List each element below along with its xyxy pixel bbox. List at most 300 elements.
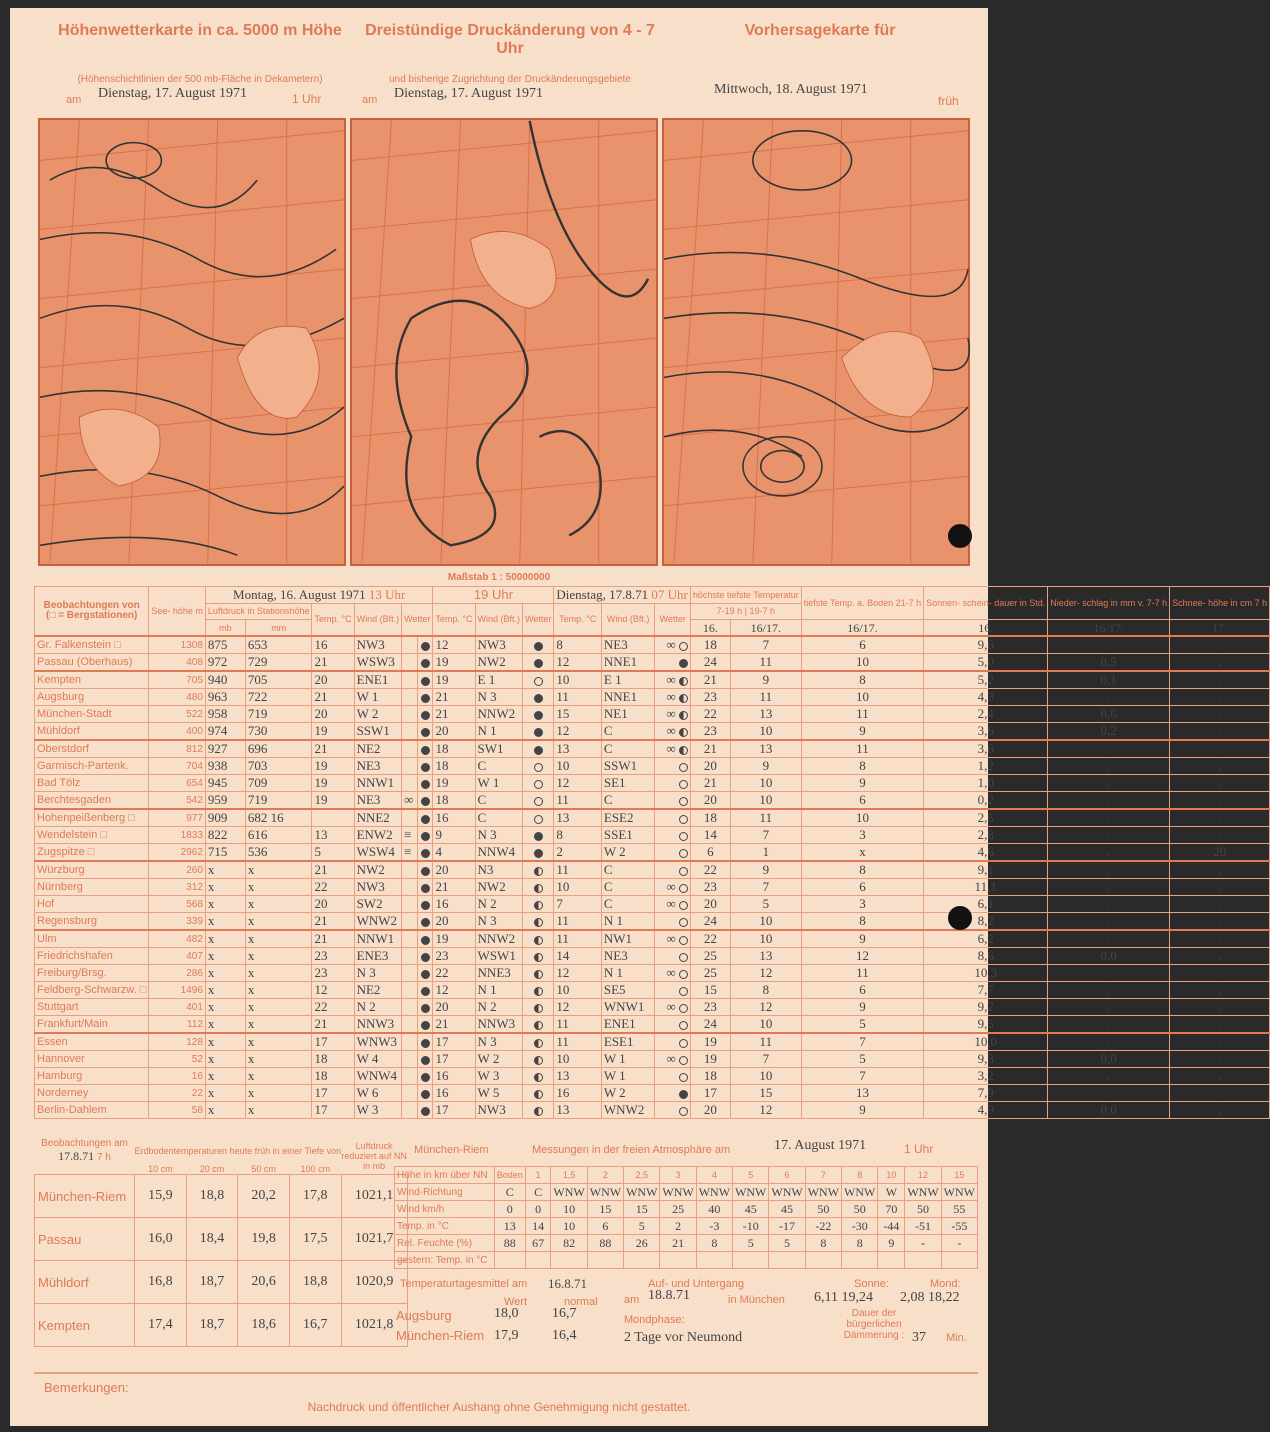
moonphase-label: Mondphase: <box>624 1314 685 1326</box>
aero-value: 40 <box>696 1201 732 1218</box>
cell-wx2 <box>523 1102 554 1119</box>
aero-value: WNW <box>696 1184 732 1201</box>
cell-w2: N 3 <box>475 913 523 931</box>
cell-w1: NNW1 <box>354 775 402 792</box>
cell-ni: 0,6 <box>1048 706 1170 723</box>
table-row <box>35 792 1270 810</box>
weather-symbol-icon <box>534 918 543 927</box>
station-height: 400 <box>149 723 206 741</box>
soil-value: 16,0 <box>135 1218 187 1261</box>
aero-value: -55 <box>941 1218 977 1235</box>
observation-table <box>34 586 1270 1119</box>
cell-w1: NW3 <box>354 636 402 654</box>
cell-wx2 <box>523 999 554 1016</box>
cell-t2: 21 <box>433 1016 475 1034</box>
cell-w2: E 1 <box>475 671 523 689</box>
mriem-normal: 16,4 <box>552 1328 577 1343</box>
depth-10: 10 cm <box>148 1164 173 1174</box>
cell-x1 <box>402 982 418 999</box>
cell-hi: 23 <box>690 723 730 741</box>
weather-symbol-icon <box>679 1107 688 1116</box>
aero-value: 8 <box>842 1235 878 1252</box>
cell-wx3 <box>655 1051 690 1068</box>
cell-wx2 <box>523 792 554 810</box>
cell-w3: C <box>601 723 655 741</box>
cell-hi: 21 <box>690 671 730 689</box>
cell-ni: . <box>1048 861 1170 879</box>
cell-mm: x <box>245 1102 312 1119</box>
cell-t1: 23 <box>312 965 354 982</box>
cell-ni: 0,0 <box>1048 1102 1170 1119</box>
weather-symbol-icon <box>421 1039 430 1048</box>
table-row <box>35 809 1270 827</box>
cell-w1: SW2 <box>354 896 402 913</box>
cell-w1: N 3 <box>354 965 402 982</box>
cell-w1: ENE1 <box>354 671 402 689</box>
cell-x3: ∞ <box>666 723 676 739</box>
sun-label: Sonne: <box>854 1278 889 1290</box>
cell-wx3 <box>655 689 690 706</box>
cell-mb: 972 <box>205 654 245 672</box>
aero-value: 0 <box>494 1201 525 1218</box>
cell-w1: NE3 <box>354 792 402 810</box>
cell-w1: NW3 <box>354 879 402 896</box>
table-row <box>35 671 1270 689</box>
table-row <box>35 740 1270 758</box>
cell-wx1 <box>417 1033 433 1051</box>
cell-mm: x <box>245 999 312 1016</box>
cell-x1 <box>402 1033 418 1051</box>
normal-label: normal <box>564 1296 598 1308</box>
cell-mb: 959 <box>205 792 245 810</box>
cell-ni: . <box>1048 792 1170 810</box>
cell-w2: NNW2 <box>475 930 523 948</box>
soil-value: 20,6 <box>238 1261 290 1304</box>
pressure-header: Luftdruck in Stationshöhe <box>205 603 312 620</box>
cell-t2: 19 <box>433 930 475 948</box>
aero-value: WNW <box>660 1184 696 1201</box>
cell-t3: 10 <box>554 982 601 999</box>
cell-w2: W 5 <box>475 1085 523 1102</box>
cell-w3: SE5 <box>601 982 655 999</box>
wind2-header: Wind (Bft.) <box>475 603 523 636</box>
map-scale: Maßstab 1 : 50000000 <box>447 572 551 583</box>
tagesmittel-label: Temperaturtagesmittel am <box>400 1278 528 1290</box>
soil-value: 17,8 <box>289 1175 341 1218</box>
table-row <box>35 706 1270 723</box>
cell-wx2 <box>523 1068 554 1085</box>
cell-wx2 <box>523 844 554 862</box>
weather-symbol-icon <box>421 1004 430 1013</box>
cell-t1: 19 <box>312 792 354 810</box>
cell-t1: 22 <box>312 999 354 1016</box>
weather-sheet <box>10 8 1268 1426</box>
cell-t2: 20 <box>433 861 475 879</box>
table-row <box>35 1304 408 1347</box>
cell-mm: 536 <box>245 844 312 862</box>
cell-wx2 <box>523 948 554 965</box>
aero-value: 13 <box>494 1218 525 1235</box>
cell-t3: 12 <box>554 775 601 792</box>
cell-wx1 <box>417 775 433 792</box>
cell-hi: 23 <box>690 999 730 1016</box>
cell-wx2 <box>523 1085 554 1102</box>
map1-time: 1 Uhr <box>292 92 322 106</box>
cell-w3: SSW1 <box>601 758 655 775</box>
table-row <box>35 1068 1270 1085</box>
cell-t2: 18 <box>433 792 475 810</box>
aero-height-header: Höhe in km über NN <box>395 1167 495 1184</box>
cell-sc: . <box>1170 930 1270 948</box>
cell-t3: 11 <box>554 930 601 948</box>
weather-symbol-icon <box>421 1090 430 1099</box>
cell-mb: x <box>205 1016 245 1034</box>
cell-w3: WNW1 <box>601 999 655 1016</box>
weather-symbol-icon <box>534 987 543 996</box>
weather-symbol-icon <box>534 884 543 893</box>
station-name: Zugspitze □ <box>35 844 149 862</box>
station-height: 654 <box>149 775 206 792</box>
pressure-change-map <box>350 118 658 566</box>
soil-value: 18,4 <box>186 1218 238 1261</box>
cell-bo: 6 <box>801 982 923 999</box>
cell-so: 2,8 <box>924 827 1048 844</box>
cell-so: 8,6 <box>924 948 1048 965</box>
cell-wx3 <box>655 896 690 913</box>
cell-sc: . <box>1170 861 1270 879</box>
soil-value: 1021,8 <box>341 1304 407 1347</box>
weather-symbol-icon <box>534 694 543 703</box>
cell-ni: 0,1 <box>1048 671 1170 689</box>
cell-t2: 19 <box>433 671 475 689</box>
cell-t2: 21 <box>433 879 475 896</box>
cell-t2: 19 <box>433 775 475 792</box>
cell-hi: 25 <box>690 948 730 965</box>
cell-mm: 703 <box>245 758 312 775</box>
soil-value: 16,8 <box>135 1261 187 1304</box>
day1-header: Montag, 16. August 1971 13 Uhr <box>205 587 433 604</box>
aero-value: 10 <box>551 1218 587 1235</box>
weather-symbol-icon <box>421 1073 430 1082</box>
weather-symbol-icon <box>534 728 543 737</box>
table-row <box>35 758 1270 775</box>
precip-header: Nieder- schlag in mm v. 7-7 h <box>1048 587 1170 620</box>
station-name: Hof <box>35 896 149 913</box>
weather-symbol-icon <box>679 867 688 876</box>
cell-sc: . <box>1170 758 1270 775</box>
table-row <box>35 896 1270 913</box>
day2-header: Dienstag, 17.8.71 07 Uhr <box>554 587 690 604</box>
wx3-header: Wetter <box>655 603 690 636</box>
cell-wx3 <box>655 1016 690 1034</box>
mb-header: mb <box>205 620 245 637</box>
aero-date: 17. August 1971 <box>774 1138 867 1153</box>
soil-value: 18,7 <box>186 1304 238 1347</box>
weather-symbol-icon <box>534 849 543 858</box>
aero-value: -10 <box>733 1218 769 1235</box>
weather-symbol-icon <box>679 936 688 945</box>
cell-wx3 <box>655 982 690 999</box>
cell-t3: 13 <box>554 740 601 758</box>
station-name: Augsburg <box>35 689 149 706</box>
wert-label: Wert <box>504 1296 528 1308</box>
weather-symbol-icon <box>679 659 688 668</box>
weather-symbol-icon <box>421 815 430 824</box>
cell-t2: 16 <box>433 1068 475 1085</box>
station-height: 286 <box>149 965 206 982</box>
cell-lo: 7 <box>730 1051 801 1068</box>
weather-symbol-icon <box>679 797 688 806</box>
cell-mm: 719 <box>245 792 312 810</box>
cell-t1: 16 <box>312 636 354 654</box>
cell-hi: 20 <box>690 758 730 775</box>
map3-date: Mittwoch, 18. August 1971 <box>714 82 868 97</box>
station-name: Feldberg-Schwarzw. □ <box>35 982 149 999</box>
cell-t3: 12 <box>554 965 601 982</box>
cell-lo: 11 <box>730 809 801 827</box>
cell-wx1 <box>417 930 433 948</box>
obs-header: Beobachtungen von (□ = Bergstationen) <box>35 587 149 637</box>
aero-row-label: Wind-Richtung <box>395 1184 495 1201</box>
cell-mb: x <box>205 999 245 1016</box>
cell-bo: 8 <box>801 861 923 879</box>
cell-ni: . <box>1048 896 1170 913</box>
cell-x1: ≡ <box>402 827 418 844</box>
footer-note: Nachdruck und öffentlicher Aushang ohne Genehmigung nicht gestattet. <box>307 1400 691 1414</box>
cell-so: 10,0 <box>924 1033 1048 1051</box>
cell-t3: 10 <box>554 1051 601 1068</box>
cell-w3: NNE1 <box>601 689 655 706</box>
weather-symbol-icon <box>421 832 430 841</box>
dusk-value: 37 <box>912 1330 926 1345</box>
aero-value: 50 <box>842 1201 878 1218</box>
station-height: 977 <box>149 809 206 827</box>
cell-so: 3,6 <box>924 723 1048 741</box>
wind1-header: Wind (Bft.) <box>354 603 402 636</box>
weather-symbol-icon <box>421 728 430 737</box>
weather-symbol-icon <box>534 867 543 876</box>
cell-lo: 10 <box>730 792 801 810</box>
cell-w3: W 1 <box>601 1068 655 1085</box>
cell-w2: NW3 <box>475 636 523 654</box>
cell-t1: 17 <box>312 1085 354 1102</box>
cell-wx1 <box>417 827 433 844</box>
height-level: 6 <box>769 1167 805 1184</box>
cell-wx2 <box>523 982 554 999</box>
punch-hole-bottom <box>948 906 972 930</box>
cell-bo: 3 <box>801 896 923 913</box>
station-name: München-Stadt <box>35 706 149 723</box>
cell-lo: 7 <box>730 636 801 654</box>
cell-hi: 22 <box>690 930 730 948</box>
cell-w1: NNW3 <box>354 1016 402 1034</box>
cell-w2: C <box>475 758 523 775</box>
cell-w2: N 1 <box>475 982 523 999</box>
cell-t1: 21 <box>312 861 354 879</box>
cell-wx2 <box>523 723 554 741</box>
cell-w3: SE1 <box>601 775 655 792</box>
cell-x3: ∞ <box>666 999 676 1015</box>
cell-x3: ∞ <box>666 879 676 895</box>
weather-symbol-icon <box>421 867 430 876</box>
map2-subtitle: und bisherige Zugrichtung der Druckänderungsgebiete <box>389 74 631 85</box>
cell-w2: N 3 <box>475 1033 523 1051</box>
cell-so: 6,2 <box>924 930 1048 948</box>
cell-t3: 11 <box>554 861 601 879</box>
cell-bo: 5 <box>801 1016 923 1034</box>
station-name: Stuttgart <box>35 999 149 1016</box>
cell-t2: 4 <box>433 844 475 862</box>
height-level: 8 <box>842 1167 878 1184</box>
table-row <box>35 775 1270 792</box>
station-name: Wendelstein □ <box>35 827 149 844</box>
cell-hi: 21 <box>690 775 730 792</box>
aero-value: 8 <box>696 1235 732 1252</box>
station-height: 58 <box>149 1102 206 1119</box>
aero-value: WNW <box>941 1184 977 1201</box>
cell-bo: 7 <box>801 1068 923 1085</box>
cell-mb: x <box>205 1051 245 1068</box>
cell-t3: 10 <box>554 671 601 689</box>
cell-wx2 <box>523 775 554 792</box>
cell-bo: 6 <box>801 636 923 654</box>
weather-symbol-icon <box>421 659 430 668</box>
cell-wx1 <box>417 740 433 758</box>
soil-temp-header: Erdbodentemperaturen heute früh in einer Tiefe von <box>134 1146 342 1156</box>
cell-wx3 <box>655 879 690 896</box>
cell-wx2 <box>523 689 554 706</box>
weather-symbol-icon <box>534 936 543 945</box>
cell-hi: 24 <box>690 1016 730 1034</box>
cell-sc: . <box>1170 1102 1270 1119</box>
soil-value: 1021,7 <box>341 1218 407 1261</box>
cell-hi: 17 <box>690 1085 730 1102</box>
table-row <box>35 982 1270 999</box>
aero-value: WNW <box>587 1184 623 1201</box>
cell-x1 <box>402 1051 418 1068</box>
cell-t2: 23 <box>433 948 475 965</box>
table-row <box>35 948 1270 965</box>
depth-100: 100 cm <box>300 1164 331 1174</box>
soil-station: München-Riem <box>35 1175 135 1218</box>
soil-value: 1021,1 <box>341 1175 407 1218</box>
cell-t2: 17 <box>433 1033 475 1051</box>
cell-mm: x <box>245 1068 312 1085</box>
cell-lo: 13 <box>730 706 801 723</box>
weather-symbol-icon <box>421 1107 430 1116</box>
table-row <box>35 861 1270 879</box>
weather-symbol-icon <box>534 970 543 979</box>
cell-bo: 5 <box>801 1051 923 1068</box>
cell-t3: 8 <box>554 827 601 844</box>
cell-so: 7,9 <box>924 1085 1048 1102</box>
weather-symbol-icon <box>534 642 543 651</box>
cell-lo: 11 <box>730 689 801 706</box>
cell-mm: 709 <box>245 775 312 792</box>
cell-lo: 9 <box>730 671 801 689</box>
cell-lo: 15 <box>730 1085 801 1102</box>
cell-wx1 <box>417 1016 433 1034</box>
aero-value <box>551 1252 587 1269</box>
cell-t1: 22 <box>312 879 354 896</box>
temp3-header: Temp. °C <box>554 603 601 636</box>
cell-w2: C <box>475 809 523 827</box>
weather-symbol-icon <box>534 1039 543 1048</box>
cell-w3: SSE1 <box>601 827 655 844</box>
aero-value: 9 <box>878 1235 905 1252</box>
soil-value: 20,2 <box>238 1175 290 1218</box>
cell-mm: x <box>245 965 312 982</box>
cell-lo: 10 <box>730 1068 801 1085</box>
cell-w2: W 2 <box>475 1051 523 1068</box>
cell-w1: W 6 <box>354 1085 402 1102</box>
cell-lo: 13 <box>730 948 801 965</box>
cell-w1: N 2 <box>354 999 402 1016</box>
cell-x1 <box>402 879 418 896</box>
cell-sc: . <box>1170 1016 1270 1034</box>
weather-symbol-icon <box>421 1021 430 1030</box>
cell-sc: . <box>1170 809 1270 827</box>
cell-hi: 24 <box>690 654 730 672</box>
cell-w3: C <box>601 896 655 913</box>
cell-sc: . <box>1170 671 1270 689</box>
aero-value: -51 <box>905 1218 941 1235</box>
station-name: Freiburg/Brsg. <box>35 965 149 982</box>
height-level: 12 <box>905 1167 941 1184</box>
cell-w3: NNE1 <box>601 654 655 672</box>
cell-wx2 <box>523 654 554 672</box>
cell-x1 <box>402 913 418 931</box>
sun-value: 6,11 19,24 <box>814 1290 873 1305</box>
temp2-header: Temp. °C <box>433 603 475 636</box>
weather-symbol-icon <box>534 1056 543 1065</box>
height-level: 2 <box>587 1167 623 1184</box>
cell-w1: WSW4 <box>354 844 402 862</box>
cell-bo: 3 <box>801 827 923 844</box>
cell-sc: . <box>1170 654 1270 672</box>
cell-bo: 8 <box>801 913 923 931</box>
cell-wx3 <box>655 913 690 931</box>
aero-value: WNW <box>733 1184 769 1201</box>
soil-value: 17,4 <box>135 1304 187 1347</box>
cell-w3: NW1 <box>601 930 655 948</box>
cell-wx2 <box>523 896 554 913</box>
soil-value: 18,7 <box>186 1261 238 1304</box>
weather-symbol-icon <box>534 659 543 668</box>
station-height: 339 <box>149 913 206 931</box>
cell-w3: W 2 <box>601 1085 655 1102</box>
cell-ni: . <box>1048 982 1170 999</box>
cell-w1: W 3 <box>354 1102 402 1119</box>
cell-t3: 7 <box>554 896 601 913</box>
cell-ni: . <box>1048 827 1170 844</box>
aero-value: W <box>878 1184 905 1201</box>
cell-x3: ∞ <box>666 637 676 653</box>
maxmin-hours: 7-19 h | 19-7 h <box>690 603 801 620</box>
aero-value <box>941 1252 977 1269</box>
table-row <box>35 1102 1270 1119</box>
rise-set-date: 18.8.71 <box>648 1288 690 1303</box>
cell-w1: WNW3 <box>354 1033 402 1051</box>
aero-value: 21 <box>660 1235 696 1252</box>
cell-t1: 21 <box>312 654 354 672</box>
aero-value: 15 <box>587 1201 623 1218</box>
cell-lo: 10 <box>730 913 801 931</box>
wx2-header: Wetter <box>523 603 554 636</box>
cell-hi: 21 <box>690 740 730 758</box>
cell-mm: x <box>245 1016 312 1034</box>
weather-symbol-icon <box>421 987 430 996</box>
